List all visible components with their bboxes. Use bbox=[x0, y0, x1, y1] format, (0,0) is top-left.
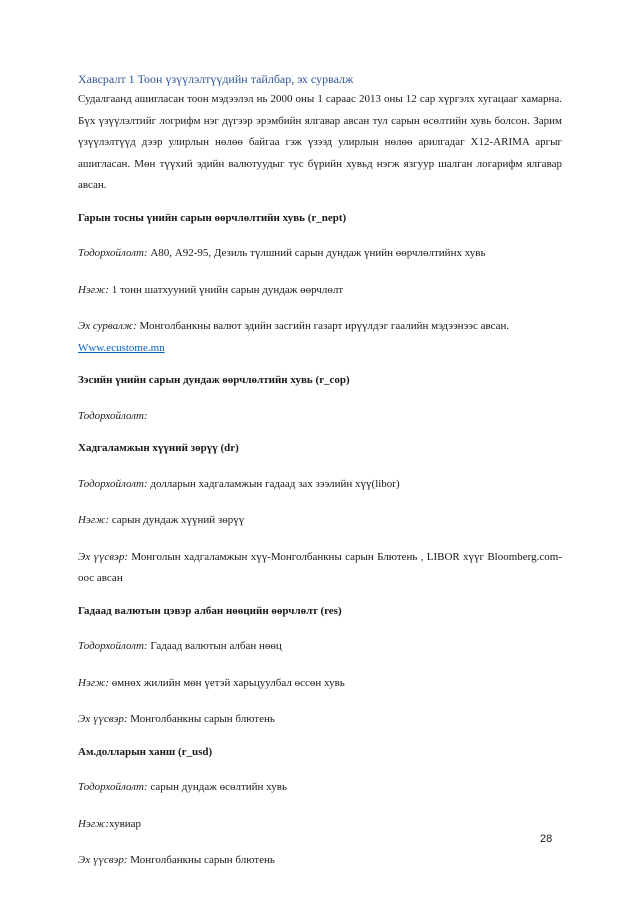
source-text: Монголбанкны валют эдийн засгийн газарт ирүүлдэг гаалийн мэдээнээс авсан. bbox=[136, 320, 510, 332]
definition-text: А80, А92-95, Дезиль түлшний сарын дундаж үнийн өөрчлөлтийнх хувь bbox=[147, 247, 486, 259]
source-text: Монголын хадгаламжын хүү-Монголбанкны сарын Блютень , LIBOR хүүг Bloomberg.com-оос авсан bbox=[78, 550, 562, 584]
unit-text: 1 тонн шатхууний үнийн сарын дундаж өөрчлөлт bbox=[108, 283, 344, 296]
unit-label: Нэгж: bbox=[78, 283, 109, 296]
unit-line bbox=[78, 673, 562, 695]
definition-text: долларын хадгаламжын гадаад зах зээлийн хүү(libor) bbox=[147, 477, 400, 490]
source-line bbox=[78, 709, 562, 731]
section-title: Хадгаламжын хүүний зөрүү (dr) bbox=[78, 442, 239, 454]
definition-line bbox=[78, 243, 562, 265]
definition-label: Тодорхойлолт: bbox=[78, 247, 148, 259]
section-title: Зэсийн үнийн сарын дундаж өөрчлөлтийн хувь (r_cop) bbox=[78, 374, 350, 386]
source-label: Эх сурвалж: bbox=[78, 320, 137, 332]
definition-text: сарын дундаж өсөлтийн хувь bbox=[147, 781, 287, 793]
definition-text: Гадаад валютын албан нөөц bbox=[147, 640, 282, 652]
definition-label: Тодорхойлолт: bbox=[78, 409, 148, 422]
definition-label: Тодорхойлолт: bbox=[78, 477, 148, 490]
unit-line bbox=[78, 510, 562, 532]
unit-label: Нэгж: bbox=[78, 514, 109, 526]
unit-line bbox=[78, 814, 562, 836]
section-r-usd bbox=[78, 742, 562, 872]
definition-line bbox=[78, 406, 562, 428]
definition-label: Тодорхойлолт: bbox=[78, 640, 148, 652]
source-link[interactable]: Www.ecustome.mn bbox=[78, 341, 165, 354]
unit-label: Нэгж: bbox=[78, 676, 109, 689]
source-line bbox=[78, 316, 562, 359]
section-dr bbox=[78, 438, 562, 590]
page-content bbox=[78, 72, 562, 872]
page-number: 28 bbox=[540, 833, 553, 845]
appendix-heading: Хавсралт 1 Тоон үзүүлэлтүүдийн тайлбар, эх сурвалж bbox=[78, 72, 354, 86]
source-text: Монголбанкны сарын блютень bbox=[127, 713, 275, 725]
section-res bbox=[78, 601, 562, 731]
unit-text: сарын дундаж хүүний зөрүү bbox=[108, 514, 245, 526]
intro-paragraph: Судалгаанд ашигласан тоон мэдээлэл нь 2000 оны 1 сараас 2013 оны 12 сар хүргэлх хугацааг хамарна. Бүх үзүүлэлтийг логрифм нэг дүгээр эрэмбийн ялгавар авсан тул сарын өсөлтийн хувь болсон. Зарим үзүүлэлтүүд дээр улирлын нөлөө байгаа гэж үзээд улирлын нөлөө арилгадаг X12-ARIMA аргыг ашигласан. Мөн түүхий эдийн валютуудыг тус бүрийн хувьд нэгж язгуур шалган логарифм ялгавар авсан. bbox=[78, 93, 562, 191]
section-r-cop bbox=[78, 370, 562, 427]
definition-label: Тодорхойлолт: bbox=[78, 781, 148, 793]
unit-label: Нэгж: bbox=[78, 817, 109, 830]
unit-text: хувиар bbox=[108, 817, 142, 830]
source-label: Эх үүсвэр: bbox=[78, 550, 129, 563]
definition-line bbox=[78, 636, 562, 658]
definition-line bbox=[78, 777, 562, 799]
source-text: Монголбанкны сарын блютень bbox=[127, 854, 275, 866]
definition-line bbox=[78, 474, 562, 496]
unit-text: өмнөх жилийн мөн үетэй харьцуулбал өссөн хувь bbox=[108, 676, 345, 689]
source-line bbox=[78, 850, 562, 872]
section-title: Гарын тосны үнийн сарын өөрчлөлтийн хувь (r_nept) bbox=[78, 211, 347, 224]
source-line bbox=[78, 547, 562, 590]
source-label: Эх үүсвэр: bbox=[78, 854, 128, 866]
section-r-nept bbox=[78, 208, 562, 360]
section-title: Ам.долларын ханш (r_usd) bbox=[78, 745, 213, 758]
unit-line bbox=[78, 280, 562, 302]
section-title: Гадаад валютын цэвэр албан нөөцийн өөрчлөлт (res) bbox=[78, 604, 342, 617]
source-label: Эх үүсвэр: bbox=[78, 713, 128, 725]
